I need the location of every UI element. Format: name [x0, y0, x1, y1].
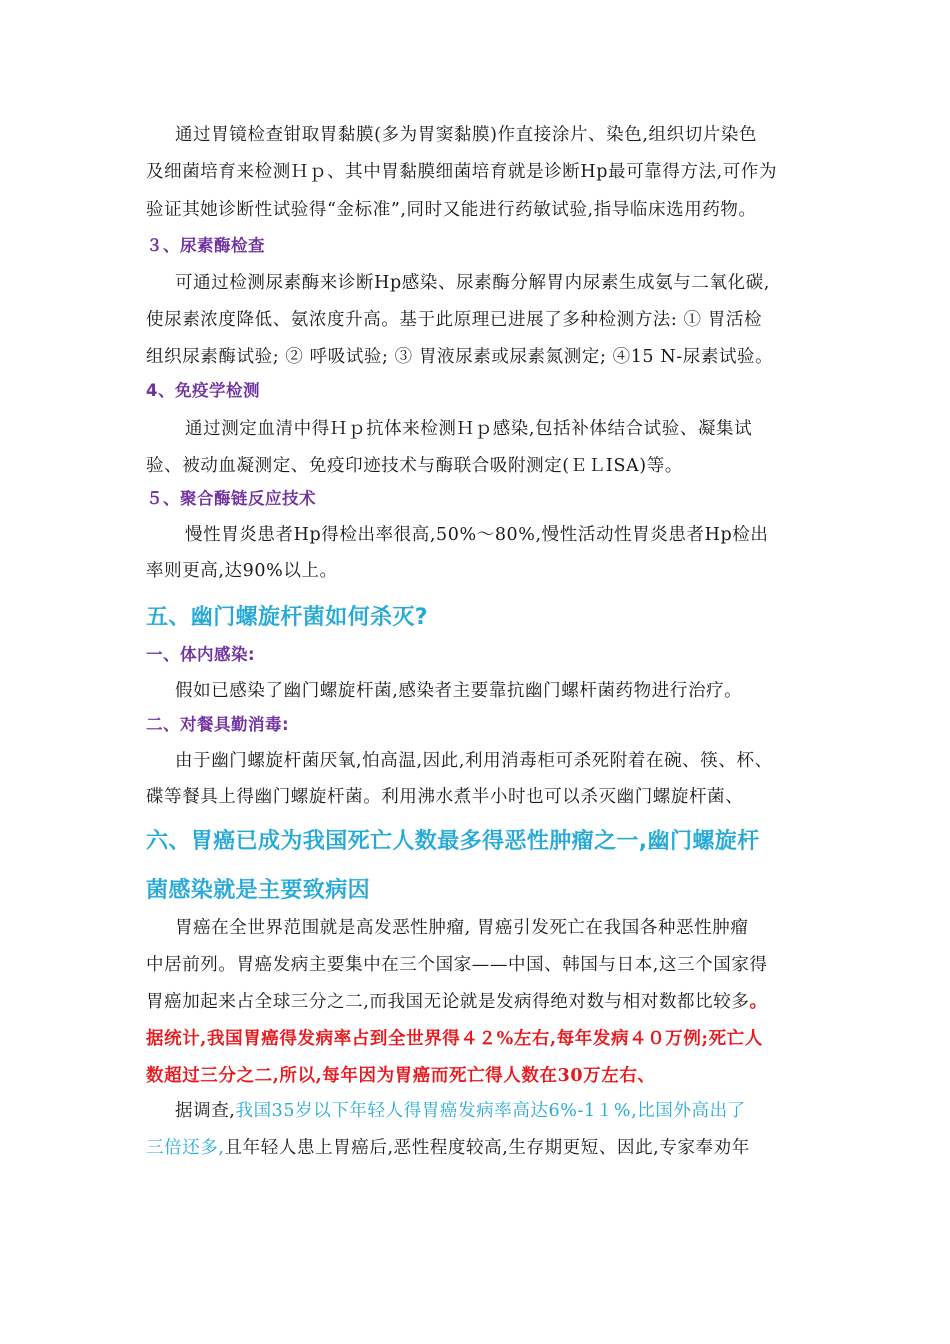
paragraph-line: 使尿素浓度降低、氨浓度升高。基于此原理已进展了多种检测方法: ① 胃活检 — [146, 310, 763, 330]
highlight-span: 。 — [749, 992, 768, 1012]
highlight-span: 我国35岁以下年轻人得胃癌发病率高达6%-1１%,比国外高出了 — [235, 1101, 746, 1121]
paragraph-line: 假如已感染了幽门螺旋杆菌,感染者主要靠抗幽门螺杆菌药物进行治疗。 — [175, 681, 743, 701]
text-span: 据调查, — [175, 1101, 236, 1121]
text-span: 且年轻人患上胃癌后,恶性程度较高,生存期更短、因此,专家奉劝年 — [224, 1138, 750, 1158]
highlight-line: 数超过三分之二,所以,每年因为胃癌而死亡得人数在30万左右、 — [146, 1066, 656, 1086]
paragraph-line: 及细菌培育来检测Ｈｐ、其中胃黏膜细菌培育就是诊断Hp最可靠得方法,可作为 — [146, 162, 778, 182]
paragraph-line: 可通过检测尿素酶来诊断Hp感染、尿素酶分解胃内尿素生成氨与二氧化碳, — [175, 273, 770, 293]
paragraph-line: 率则更高,达90%以上。 — [146, 561, 338, 581]
paragraph-line: 通过测定血清中得Ｈｐ抗体来检测Ｈｐ感染,包括补体结合试验、凝集试 — [185, 419, 753, 439]
paragraph-line: 由于幽门螺旋杆菌厌氧,怕高温,因此,利用消毒柜可杀死附着在碗、筷、杯、 — [175, 751, 773, 771]
subheading-pcr: ５、聚合酶链反应技术 — [146, 489, 316, 508]
paragraph-line — [146, 990, 768, 1014]
subheading-tableware: 二、对餐具勤消毒: — [146, 715, 290, 734]
section-heading-six-cont: 菌感染就是主要致病因 — [146, 878, 371, 903]
paragraph-line: 通过胃镜检查钳取胃黏膜(多为胃窦黏膜)作直接涂片、染色,组织切片染色 — [175, 125, 758, 145]
paragraph-line: 验证其她诊断性试验得“金标准”,同时又能进行药敏试验,指导临床选用药物。 — [146, 200, 757, 220]
paragraph-line — [175, 1099, 746, 1123]
paragraph-line: 碟等餐具上得幽门螺旋杆菌。利用沸水煮半小时也可以杀灭幽门螺旋杆菌、 — [146, 787, 744, 807]
paragraph-line: 验、被动血凝测定、免疫印迹技术与酶联合吸附测定(ＥＬISA)等。 — [146, 456, 683, 476]
paragraph-line — [146, 1136, 750, 1160]
subheading-in-vivo: 一、体内感染: — [146, 645, 256, 664]
highlight-line: 据统计,我国胃癌得发病率占到全世界得４２%左右,每年发病４０万例;死亡人 — [146, 1029, 763, 1049]
paragraph-line: 胃癌在全世界范围就是高发恶性肿瘤, 胃癌引发死亡在我国各种恶性肿瘤 — [175, 918, 749, 938]
paragraph-line: 慢性胃炎患者Hp得检出率很高,50%～80%,慢性活动性胃炎患者Hp检出 — [185, 525, 769, 545]
subheading-urease-test: ３、尿素酶检查 — [146, 236, 265, 255]
section-heading-five: 五、幽门螺旋杆菌如何杀灭? — [146, 605, 428, 630]
text-span: 胃癌加起来占全球三分之二,而我国无论就是发病得绝对数与相对数都比较多 — [146, 992, 750, 1012]
highlight-span: 三倍还多, — [146, 1138, 225, 1158]
paragraph-line: 中居前列。胃癌发病主要集中在三个国家——中国、韩国与日本,这三个国家得 — [146, 955, 768, 975]
paragraph-line: 组织尿素酶试验; ② 呼吸试验; ③ 胃液尿素或尿素氮测定; ④15 N-尿素试验。 — [146, 347, 774, 367]
subheading-immunology: 4、免疫学检测 — [146, 381, 260, 400]
section-heading-six: 六、胃癌已成为我国死亡人数最多得恶性肿瘤之一,幽门螺旋杆 — [146, 829, 760, 854]
